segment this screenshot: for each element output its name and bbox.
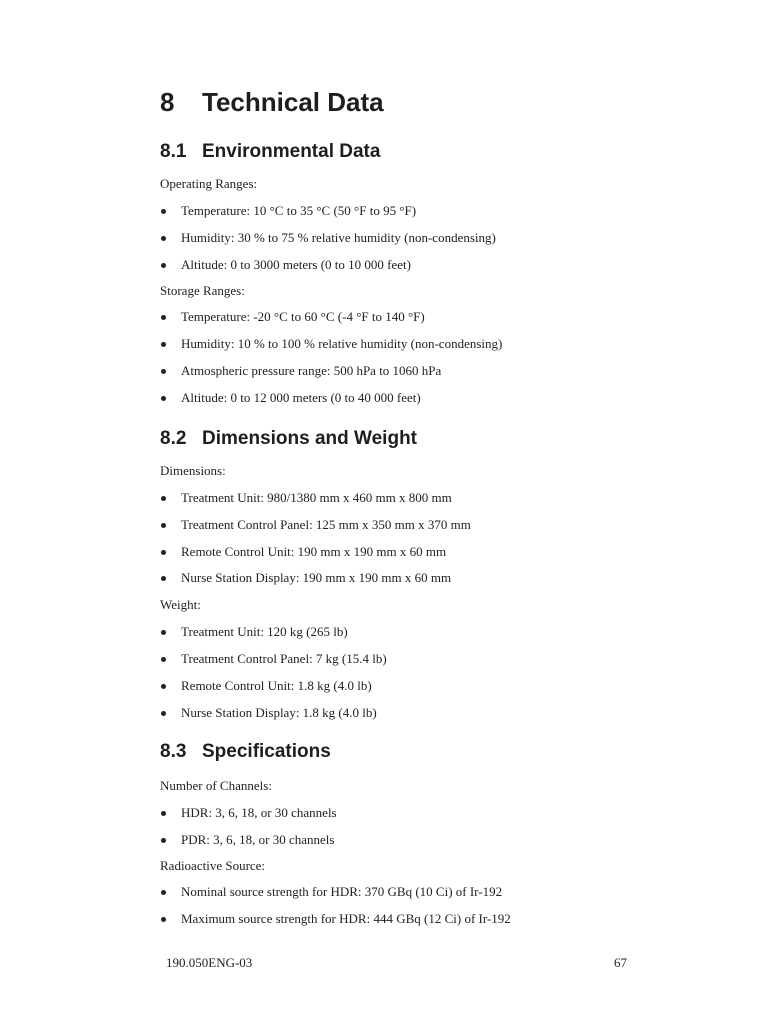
list-item-text: PDR: 3, 6, 18, or 30 channels [181, 832, 335, 847]
group-label-radioactive-source: Radioactive Source: [160, 858, 266, 873]
section-title: Specifications [202, 741, 331, 762]
group-label-storage-ranges: Storage Ranges: [160, 283, 245, 298]
section-title: Dimensions and Weight [202, 428, 418, 449]
section-heading-8-2 [160, 426, 417, 452]
group-label-number-of-channels: Number of Channels: [160, 778, 272, 793]
group-label-operating-ranges: Operating Ranges: [160, 176, 258, 191]
chapter-heading [160, 84, 384, 120]
footer-doc-id: 190.050ENG-03 [166, 955, 253, 970]
section-number: 8.3 [160, 741, 187, 762]
section-number: 8.1 [160, 141, 187, 162]
list-item-text: Treatment Control Panel: 125 mm x 350 mm x 370 mm [181, 517, 471, 532]
list-item-text: HDR: 3, 6, 18, or 30 channels [181, 805, 337, 820]
section-number: 8.2 [160, 428, 187, 449]
list-item-text: Altitude: 0 to 3000 meters (0 to 10 000 feet) [181, 257, 411, 272]
list-item-text: Remote Control Unit: 190 mm x 190 mm x 60 mm [181, 544, 447, 559]
section-title: Environmental Data [202, 141, 381, 162]
list-item-text: Nominal source strength for HDR: 370 GBq (10 Ci) of Ir-192 [181, 884, 503, 899]
list-item-text: Treatment Unit: 120 kg (265 lb) [181, 624, 348, 639]
chapter-title: Technical Data [202, 87, 384, 117]
list-item-text: Humidity: 30 % to 75 % relative humidity (non-condensing) [181, 230, 496, 245]
section-heading-8-1 [160, 139, 380, 165]
section-heading-8-3 [160, 739, 331, 765]
list-item-text: Altitude: 0 to 12 000 meters (0 to 40 000 feet) [181, 390, 421, 405]
list-item-text: Humidity: 10 % to 100 % relative humidity (non-condensing) [181, 336, 503, 351]
list-item-text: Temperature: -20 °C to 60 °C (-4 °F to 140 °F) [181, 309, 425, 324]
chapter-number: 8 [160, 87, 175, 117]
list-item-text: Nurse Station Display: 1.8 kg (4.0 lb) [181, 705, 377, 720]
footer-page-number: 67 [614, 955, 627, 970]
list-item-text: Nurse Station Display: 190 mm x 190 mm x 60 mm [181, 570, 452, 585]
list-item-text: Treatment Unit: 980/1380 mm x 460 mm x 800 mm [181, 490, 452, 505]
group-label-weight: Weight: [160, 597, 201, 612]
list-item-text: Atmospheric pressure range: 500 hPa to 1060 hPa [181, 363, 442, 378]
group-label-dimensions: Dimensions: [160, 463, 226, 478]
list-item-text: Maximum source strength for HDR: 444 GBq (12 Ci) of Ir-192 [181, 911, 511, 926]
list-item-text: Treatment Control Panel: 7 kg (15.4 lb) [181, 651, 387, 666]
list-item-text: Temperature: 10 °C to 35 °C (50 °F to 95 °F) [181, 203, 417, 218]
list-item-text: Remote Control Unit: 1.8 kg (4.0 lb) [181, 678, 372, 693]
